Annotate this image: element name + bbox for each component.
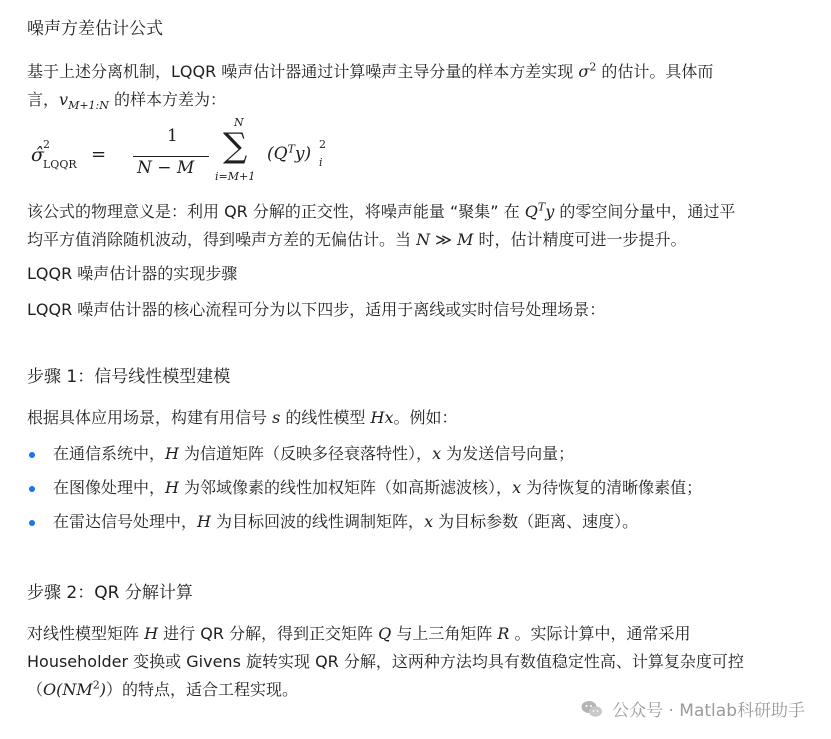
fraction-bar [133, 156, 209, 157]
watermark-text: 公众号 · Matlab科研助手 [612, 701, 805, 721]
step2-title: 步骤 2：QR 分解计算 [27, 583, 193, 603]
subscript: LQQR [43, 158, 77, 171]
text: (Q [267, 144, 288, 164]
x-symbol: x [424, 512, 434, 531]
list-item [27, 508, 702, 542]
text: 时，估计精度可进一步提升。 [473, 230, 687, 249]
superscript: 2 [319, 138, 326, 151]
sigma-symbol: σ [578, 62, 590, 81]
summation-symbol: ∑ [223, 126, 248, 166]
text: 为邻域像素的线性加权矩阵（如高斯滤波核）， [178, 478, 513, 497]
sigma-hat: σ̂ [31, 144, 44, 166]
text: 言， [27, 90, 60, 109]
text: 进行 QR 分解，得到正交矩阵 [158, 624, 379, 643]
subscript: M+1:N [68, 99, 109, 113]
H-symbol: H [197, 512, 211, 531]
text: Householder 变换或 Givens 旋转实现 QR 分解，这两种方法均具有数值稳定性高、计算复杂度可控 [27, 652, 744, 671]
text: 为目标参数（距离、速度）。 [433, 512, 639, 531]
R-symbol: R [497, 624, 510, 643]
text: 的线性模型 [280, 408, 371, 427]
complexity-expression: O(NM [43, 680, 93, 699]
H-symbol: H [165, 478, 179, 497]
superscript: T [287, 142, 295, 156]
text: 对线性模型矩阵 [27, 624, 145, 643]
much-greater-symbol: ≫ [430, 230, 458, 249]
H-symbol: H [165, 444, 179, 463]
Hx-symbol: Hx [370, 408, 394, 427]
x-symbol: x [512, 478, 522, 497]
text: y) [294, 144, 312, 164]
Q-symbol: Q [524, 202, 538, 221]
summand [267, 144, 311, 164]
text: 的估计。具体而 [596, 62, 714, 81]
x-symbol: x [432, 444, 442, 463]
text: 为发送信号向量； [441, 444, 575, 463]
Q-symbol: Q [378, 624, 392, 643]
superscript: T [537, 200, 546, 214]
text: 在通信系统中， [53, 444, 166, 463]
list-item [27, 440, 702, 474]
sum-upper-limit: N [234, 116, 244, 129]
H-symbol: H [144, 624, 159, 643]
examples-list [27, 440, 702, 542]
superscript: 2 [43, 138, 50, 151]
steps-intro: LQQR 噪声估计器的核心流程可分为以下四步，适用于离线或实时信号处理场景： [27, 300, 606, 319]
numerator: 1 [167, 126, 178, 146]
step1-intro [27, 404, 817, 432]
text: 为目标回波的线性调制矩阵， [210, 512, 425, 531]
y-symbol: y [545, 202, 555, 221]
text: ) [99, 680, 107, 699]
list-item [27, 474, 702, 508]
text: 均平方值消除随机波动，得到噪声方差的无偏估计。当 [27, 230, 417, 249]
meaning-paragraph [27, 198, 817, 254]
text: 该公式的物理意义是：利用 QR 分解的正交性，将噪声能量 “聚集” 在 [27, 202, 525, 221]
watermark [580, 696, 805, 721]
text: 在图像处理中， [53, 478, 166, 497]
subscript: i [319, 156, 323, 169]
section-heading: 噪声方差估计公式 [27, 19, 163, 39]
text: （ [27, 680, 44, 699]
text: 的零空间分量中，通过平 [554, 202, 736, 221]
wechat-icon [580, 697, 604, 721]
intro-paragraph [27, 58, 817, 114]
step2-paragraph [27, 620, 817, 704]
text: 在雷达信号处理中， [53, 512, 198, 531]
text: 的样本方差为： [108, 90, 226, 109]
step1-title: 步骤 1：信号线性模型建模 [27, 367, 231, 387]
text: 。实际计算中，通常采用 [509, 624, 691, 643]
N-symbol: N [416, 230, 431, 249]
text: 。例如： [393, 408, 458, 427]
text: 根据具体应用场景，构建有用信号 [27, 408, 273, 427]
text: 基于上述分离机制，LQQR 噪声估计器通过计算噪声主导分量的样本方差实现 [27, 62, 579, 81]
s-symbol: s [272, 408, 281, 427]
superscript: 2 [92, 678, 100, 692]
steps-heading-text: LQQR 噪声估计器的实现步骤 [27, 264, 238, 283]
superscript: 2 [589, 60, 597, 74]
text: 为信道矩阵（反映多径衰落特性）， [178, 444, 433, 463]
text: ）的特点，适合工程实现。 [106, 680, 299, 699]
v-symbol: v [59, 90, 69, 109]
text: 为待恢复的清晰像素值； [521, 478, 703, 497]
variance-formula [31, 116, 391, 190]
equals-sign: = [91, 144, 107, 165]
M-symbol: M [457, 230, 474, 249]
denominator: N − M [137, 158, 195, 178]
sum-lower-limit: i=M+1 [215, 170, 256, 183]
text: 与上三角矩阵 [391, 624, 498, 643]
